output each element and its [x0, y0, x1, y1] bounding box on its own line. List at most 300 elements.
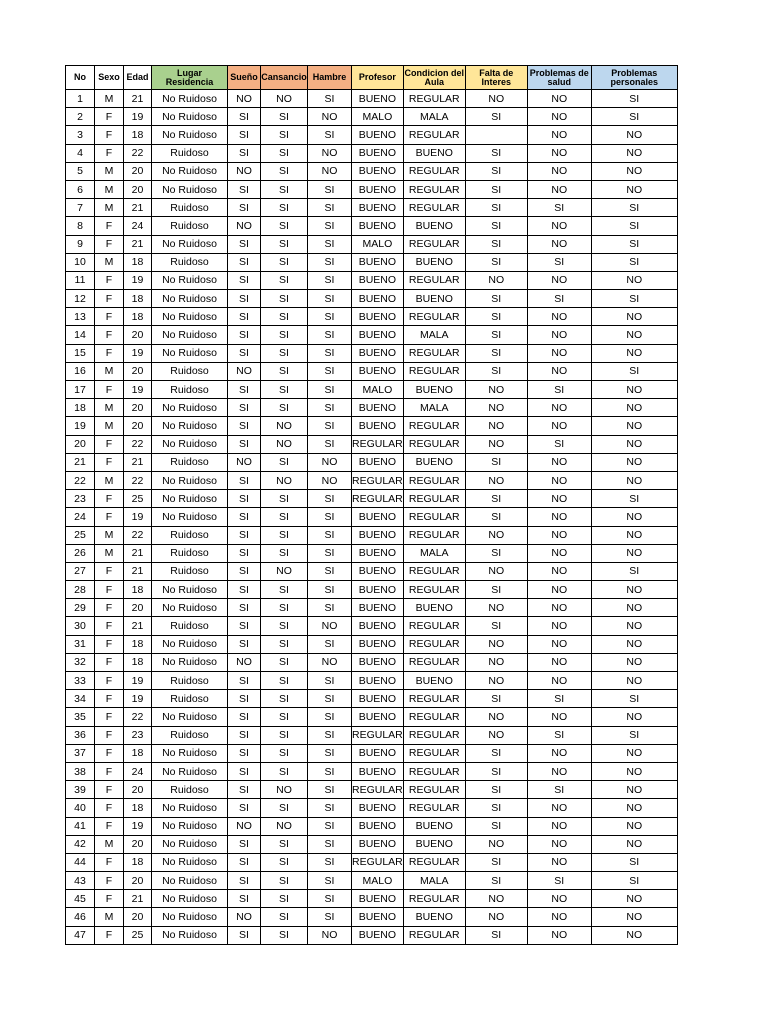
cell-edad: 22: [124, 708, 152, 726]
table-row: [66, 144, 678, 162]
table-row: [66, 690, 678, 708]
cell-profesor: BUENO: [352, 908, 404, 926]
cell-lugar-residencia: Ruidoso: [152, 526, 228, 544]
cell-problemas-personales: NO: [591, 453, 677, 471]
cell-problemas-personales: NO: [591, 599, 677, 617]
table-row: [66, 199, 678, 217]
cell-profesor: BUENO: [352, 290, 404, 308]
cell-sueno: SI: [228, 180, 261, 198]
cell-cansancio: SI: [261, 217, 308, 235]
cell-problemas-personales: SI: [591, 562, 677, 580]
cell-sueno: NO: [228, 90, 261, 108]
cell-edad: 21: [124, 90, 152, 108]
cell-sexo: M: [95, 417, 124, 435]
cell-sueno: SI: [228, 581, 261, 599]
cell-falta-interes: SI: [465, 690, 527, 708]
cell-problemas-salud: NO: [527, 581, 591, 599]
table-row: [66, 562, 678, 580]
cell-profesor: REGULAR: [352, 726, 404, 744]
cell-lugar-residencia: Ruidoso: [152, 617, 228, 635]
cell-problemas-personales: NO: [591, 126, 677, 144]
cell-sexo: F: [95, 562, 124, 580]
cell-sexo: F: [95, 653, 124, 671]
cell-profesor: BUENO: [352, 162, 404, 180]
cell-sueno: NO: [228, 908, 261, 926]
cell-falta-interes: SI: [465, 781, 527, 799]
cell-sexo: F: [95, 726, 124, 744]
cell-sueno: SI: [228, 672, 261, 690]
cell-problemas-personales: NO: [591, 508, 677, 526]
cell-problemas-salud: NO: [527, 599, 591, 617]
cell-falta-interes: SI: [465, 235, 527, 253]
cell-profesor: MALO: [352, 108, 404, 126]
cell-sueno: SI: [228, 890, 261, 908]
cell-profesor: BUENO: [352, 690, 404, 708]
cell-hambre: SI: [308, 544, 352, 562]
cell-hambre: SI: [308, 271, 352, 289]
cell-lugar-residencia: No Ruidoso: [152, 872, 228, 890]
cell-sueno: NO: [228, 217, 261, 235]
cell-profesor: BUENO: [352, 544, 404, 562]
cell-edad: 20: [124, 835, 152, 853]
cell-sueno: SI: [228, 271, 261, 289]
cell-profesor: MALO: [352, 381, 404, 399]
cell-falta-interes: NO: [465, 908, 527, 926]
cell-sueno: SI: [228, 381, 261, 399]
cell-falta-interes: SI: [465, 253, 527, 271]
cell-hambre: SI: [308, 362, 352, 380]
cell-profesor: BUENO: [352, 90, 404, 108]
cell-lugar-residencia: No Ruidoso: [152, 762, 228, 780]
cell-sueno: SI: [228, 708, 261, 726]
cell-hambre: SI: [308, 253, 352, 271]
cell-cansancio: SI: [261, 362, 308, 380]
cell-edad: 21: [124, 453, 152, 471]
cell-cansancio: SI: [261, 235, 308, 253]
cell-cansancio: SI: [261, 399, 308, 417]
cell-no: 21: [66, 453, 95, 471]
cell-no: 32: [66, 653, 95, 671]
cell-sexo: M: [95, 526, 124, 544]
cell-condicion-aula: REGULAR: [403, 853, 465, 871]
cell-condicion-aula: MALA: [403, 108, 465, 126]
cell-sexo: F: [95, 890, 124, 908]
cell-cansancio: SI: [261, 253, 308, 271]
table-row: [66, 471, 678, 489]
cell-cansancio: NO: [261, 90, 308, 108]
cell-condicion-aula: REGULAR: [403, 235, 465, 253]
cell-hambre: SI: [308, 381, 352, 399]
cell-problemas-salud: SI: [527, 726, 591, 744]
cell-profesor: BUENO: [352, 799, 404, 817]
cell-no: 37: [66, 744, 95, 762]
cell-no: 44: [66, 853, 95, 871]
table-row: [66, 126, 678, 144]
cell-sexo: F: [95, 635, 124, 653]
cell-edad: 19: [124, 108, 152, 126]
cell-lugar-residencia: No Ruidoso: [152, 853, 228, 871]
cell-problemas-salud: NO: [527, 835, 591, 853]
cell-condicion-aula: REGULAR: [403, 744, 465, 762]
cell-profesor: BUENO: [352, 217, 404, 235]
cell-problemas-salud: NO: [527, 853, 591, 871]
cell-lugar-residencia: No Ruidoso: [152, 799, 228, 817]
cell-condicion-aula: REGULAR: [403, 199, 465, 217]
cell-problemas-personales: SI: [591, 90, 677, 108]
cell-problemas-salud: NO: [527, 908, 591, 926]
cell-sexo: M: [95, 253, 124, 271]
cell-problemas-salud: NO: [527, 490, 591, 508]
cell-no: 15: [66, 344, 95, 362]
cell-lugar-residencia: No Ruidoso: [152, 508, 228, 526]
cell-falta-interes: NO: [465, 417, 527, 435]
cell-edad: 20: [124, 417, 152, 435]
cell-condicion-aula: BUENO: [403, 908, 465, 926]
cell-sueno: SI: [228, 508, 261, 526]
cell-problemas-salud: NO: [527, 799, 591, 817]
cell-sueno: SI: [228, 744, 261, 762]
cell-lugar-residencia: No Ruidoso: [152, 817, 228, 835]
cell-problemas-personales: SI: [591, 362, 677, 380]
cell-profesor: BUENO: [352, 253, 404, 271]
cell-edad: 18: [124, 744, 152, 762]
cell-problemas-salud: NO: [527, 562, 591, 580]
cell-profesor: BUENO: [352, 180, 404, 198]
cell-profesor: BUENO: [352, 762, 404, 780]
cell-profesor: BUENO: [352, 144, 404, 162]
cell-no: 45: [66, 890, 95, 908]
cell-profesor: BUENO: [352, 417, 404, 435]
cell-lugar-residencia: No Ruidoso: [152, 581, 228, 599]
cell-hambre: SI: [308, 217, 352, 235]
cell-sueno: SI: [228, 471, 261, 489]
cell-lugar-residencia: Ruidoso: [152, 453, 228, 471]
table-row: [66, 381, 678, 399]
table-row: [66, 508, 678, 526]
cell-profesor: BUENO: [352, 326, 404, 344]
cell-sexo: F: [95, 672, 124, 690]
cell-profesor: MALO: [352, 872, 404, 890]
cell-falta-interes: NO: [465, 562, 527, 580]
cell-hambre: NO: [308, 144, 352, 162]
cell-condicion-aula: BUENO: [403, 381, 465, 399]
cell-profesor: REGULAR: [352, 435, 404, 453]
cell-cansancio: SI: [261, 635, 308, 653]
cell-lugar-residencia: No Ruidoso: [152, 308, 228, 326]
cell-edad: 18: [124, 581, 152, 599]
cell-falta-interes: SI: [465, 872, 527, 890]
cell-edad: 21: [124, 235, 152, 253]
cell-cansancio: NO: [261, 817, 308, 835]
cell-edad: 18: [124, 653, 152, 671]
cell-lugar-residencia: No Ruidoso: [152, 290, 228, 308]
cell-lugar-residencia: No Ruidoso: [152, 599, 228, 617]
cell-no: 24: [66, 508, 95, 526]
table-row: [66, 908, 678, 926]
cell-problemas-personales: SI: [591, 108, 677, 126]
cell-falta-interes: SI: [465, 853, 527, 871]
table-row: [66, 362, 678, 380]
cell-sueno: NO: [228, 453, 261, 471]
header-lugar-residencia: Lugar Residencia: [152, 66, 228, 90]
cell-edad: 19: [124, 381, 152, 399]
cell-falta-interes: NO: [465, 271, 527, 289]
cell-condicion-aula: REGULAR: [403, 435, 465, 453]
cell-edad: 23: [124, 726, 152, 744]
cell-hambre: NO: [308, 453, 352, 471]
cell-sexo: F: [95, 326, 124, 344]
cell-sueno: SI: [228, 490, 261, 508]
cell-problemas-personales: NO: [591, 180, 677, 198]
cell-problemas-personales: NO: [591, 817, 677, 835]
cell-cansancio: SI: [261, 672, 308, 690]
cell-problemas-personales: NO: [591, 635, 677, 653]
cell-no: 43: [66, 872, 95, 890]
cell-edad: 20: [124, 326, 152, 344]
cell-problemas-salud: NO: [527, 471, 591, 489]
cell-condicion-aula: REGULAR: [403, 126, 465, 144]
cell-no: 11: [66, 271, 95, 289]
cell-edad: 21: [124, 199, 152, 217]
table-row: [66, 417, 678, 435]
cell-sueno: SI: [228, 726, 261, 744]
cell-cansancio: SI: [261, 326, 308, 344]
table-row: [66, 526, 678, 544]
cell-condicion-aula: MALA: [403, 872, 465, 890]
cell-no: 2: [66, 108, 95, 126]
cell-falta-interes: NO: [465, 635, 527, 653]
table-row: [66, 653, 678, 671]
cell-no: 29: [66, 599, 95, 617]
cell-problemas-salud: SI: [527, 435, 591, 453]
cell-condicion-aula: MALA: [403, 399, 465, 417]
cell-falta-interes: NO: [465, 399, 527, 417]
cell-condicion-aula: BUENO: [403, 453, 465, 471]
cell-cansancio: SI: [261, 290, 308, 308]
table-row: [66, 762, 678, 780]
table-row: [66, 399, 678, 417]
table-row: [66, 271, 678, 289]
cell-hambre: SI: [308, 308, 352, 326]
cell-hambre: SI: [308, 562, 352, 580]
table-row: [66, 890, 678, 908]
cell-problemas-salud: SI: [527, 381, 591, 399]
cell-problemas-salud: SI: [527, 253, 591, 271]
cell-profesor: BUENO: [352, 926, 404, 944]
cell-hambre: SI: [308, 908, 352, 926]
cell-sueno: SI: [228, 635, 261, 653]
cell-falta-interes: NO: [465, 526, 527, 544]
cell-no: 12: [66, 290, 95, 308]
cell-sueno: SI: [228, 799, 261, 817]
table-row: [66, 308, 678, 326]
cell-problemas-personales: NO: [591, 653, 677, 671]
cell-falta-interes: NO: [465, 435, 527, 453]
cell-falta-interes: SI: [465, 217, 527, 235]
cell-sueno: SI: [228, 308, 261, 326]
cell-problemas-salud: NO: [527, 344, 591, 362]
cell-lugar-residencia: No Ruidoso: [152, 180, 228, 198]
cell-profesor: REGULAR: [352, 781, 404, 799]
cell-condicion-aula: REGULAR: [403, 344, 465, 362]
cell-sueno: SI: [228, 435, 261, 453]
cell-problemas-salud: SI: [527, 199, 591, 217]
cell-lugar-residencia: Ruidoso: [152, 726, 228, 744]
header-cansancio: Cansancio: [261, 66, 308, 90]
cell-sueno: SI: [228, 617, 261, 635]
cell-sexo: F: [95, 690, 124, 708]
cell-problemas-salud: NO: [527, 399, 591, 417]
cell-problemas-personales: SI: [591, 290, 677, 308]
cell-hambre: SI: [308, 799, 352, 817]
cell-cansancio: SI: [261, 544, 308, 562]
cell-no: 41: [66, 817, 95, 835]
cell-hambre: SI: [308, 708, 352, 726]
table-row: [66, 490, 678, 508]
cell-falta-interes: SI: [465, 581, 527, 599]
table-row: [66, 435, 678, 453]
cell-hambre: SI: [308, 126, 352, 144]
cell-condicion-aula: REGULAR: [403, 526, 465, 544]
cell-edad: 19: [124, 672, 152, 690]
cell-sexo: F: [95, 108, 124, 126]
cell-no: 13: [66, 308, 95, 326]
cell-hambre: SI: [308, 326, 352, 344]
cell-condicion-aula: REGULAR: [403, 762, 465, 780]
cell-profesor: REGULAR: [352, 471, 404, 489]
cell-problemas-salud: NO: [527, 90, 591, 108]
cell-cansancio: SI: [261, 853, 308, 871]
cell-problemas-personales: NO: [591, 326, 677, 344]
cell-sueno: SI: [228, 326, 261, 344]
cell-hambre: SI: [308, 781, 352, 799]
cell-profesor: BUENO: [352, 199, 404, 217]
cell-condicion-aula: REGULAR: [403, 490, 465, 508]
cell-hambre: SI: [308, 690, 352, 708]
cell-problemas-personales: NO: [591, 890, 677, 908]
cell-lugar-residencia: No Ruidoso: [152, 471, 228, 489]
cell-edad: 21: [124, 890, 152, 908]
cell-condicion-aula: REGULAR: [403, 926, 465, 944]
cell-cansancio: SI: [261, 126, 308, 144]
cell-profesor: BUENO: [352, 599, 404, 617]
cell-cansancio: SI: [261, 108, 308, 126]
cell-problemas-personales: NO: [591, 344, 677, 362]
cell-sexo: F: [95, 744, 124, 762]
table-row: [66, 781, 678, 799]
table-row: [66, 744, 678, 762]
cell-problemas-personales: NO: [591, 781, 677, 799]
cell-condicion-aula: REGULAR: [403, 417, 465, 435]
cell-condicion-aula: REGULAR: [403, 90, 465, 108]
table-row: [66, 872, 678, 890]
cell-cansancio: SI: [261, 180, 308, 198]
cell-falta-interes: SI: [465, 490, 527, 508]
cell-edad: 24: [124, 217, 152, 235]
cell-sueno: SI: [228, 872, 261, 890]
cell-cansancio: SI: [261, 653, 308, 671]
cell-edad: 20: [124, 399, 152, 417]
table-row: [66, 853, 678, 871]
cell-problemas-salud: NO: [527, 326, 591, 344]
cell-lugar-residencia: No Ruidoso: [152, 271, 228, 289]
cell-falta-interes: SI: [465, 180, 527, 198]
cell-lugar-residencia: No Ruidoso: [152, 326, 228, 344]
cell-profesor: BUENO: [352, 835, 404, 853]
table-row: [66, 90, 678, 108]
cell-problemas-personales: SI: [591, 235, 677, 253]
cell-lugar-residencia: Ruidoso: [152, 144, 228, 162]
cell-cansancio: SI: [261, 690, 308, 708]
cell-sueno: SI: [228, 926, 261, 944]
header-sexo: Sexo: [95, 66, 124, 90]
cell-no: 6: [66, 180, 95, 198]
cell-no: 10: [66, 253, 95, 271]
cell-condicion-aula: REGULAR: [403, 581, 465, 599]
cell-profesor: BUENO: [352, 672, 404, 690]
cell-cansancio: NO: [261, 435, 308, 453]
cell-sexo: M: [95, 180, 124, 198]
cell-lugar-residencia: No Ruidoso: [152, 435, 228, 453]
cell-problemas-personales: SI: [591, 490, 677, 508]
cell-condicion-aula: BUENO: [403, 672, 465, 690]
cell-edad: 18: [124, 635, 152, 653]
cell-no: 34: [66, 690, 95, 708]
cell-edad: 22: [124, 526, 152, 544]
cell-lugar-residencia: Ruidoso: [152, 672, 228, 690]
cell-lugar-residencia: No Ruidoso: [152, 744, 228, 762]
cell-sueno: SI: [228, 417, 261, 435]
cell-lugar-residencia: Ruidoso: [152, 362, 228, 380]
cell-problemas-personales: SI: [591, 217, 677, 235]
cell-falta-interes: NO: [465, 890, 527, 908]
cell-sexo: F: [95, 799, 124, 817]
cell-edad: 18: [124, 308, 152, 326]
cell-profesor: BUENO: [352, 526, 404, 544]
cell-problemas-personales: SI: [591, 726, 677, 744]
cell-lugar-residencia: Ruidoso: [152, 217, 228, 235]
cell-condicion-aula: BUENO: [403, 599, 465, 617]
cell-edad: 18: [124, 853, 152, 871]
cell-sueno: SI: [228, 599, 261, 617]
header-falta-interes: Falta de Interes: [465, 66, 527, 90]
cell-sexo: F: [95, 581, 124, 599]
cell-sexo: F: [95, 126, 124, 144]
cell-hambre: SI: [308, 344, 352, 362]
cell-sueno: NO: [228, 362, 261, 380]
cell-hambre: SI: [308, 890, 352, 908]
cell-no: 27: [66, 562, 95, 580]
header-problemas-personales: Problemas personales: [591, 66, 677, 90]
table-row: [66, 599, 678, 617]
cell-no: 14: [66, 326, 95, 344]
cell-no: 28: [66, 581, 95, 599]
cell-falta-interes: NO: [465, 599, 527, 617]
table-row: [66, 235, 678, 253]
cell-problemas-personales: NO: [591, 381, 677, 399]
cell-problemas-salud: NO: [527, 817, 591, 835]
cell-falta-interes: NO: [465, 708, 527, 726]
cell-cansancio: SI: [261, 708, 308, 726]
cell-falta-interes: SI: [465, 108, 527, 126]
cell-sueno: SI: [228, 399, 261, 417]
cell-condicion-aula: BUENO: [403, 217, 465, 235]
cell-edad: 20: [124, 599, 152, 617]
cell-problemas-salud: NO: [527, 890, 591, 908]
header-hambre: Hambre: [308, 66, 352, 90]
table-row: [66, 708, 678, 726]
cell-sexo: F: [95, 235, 124, 253]
